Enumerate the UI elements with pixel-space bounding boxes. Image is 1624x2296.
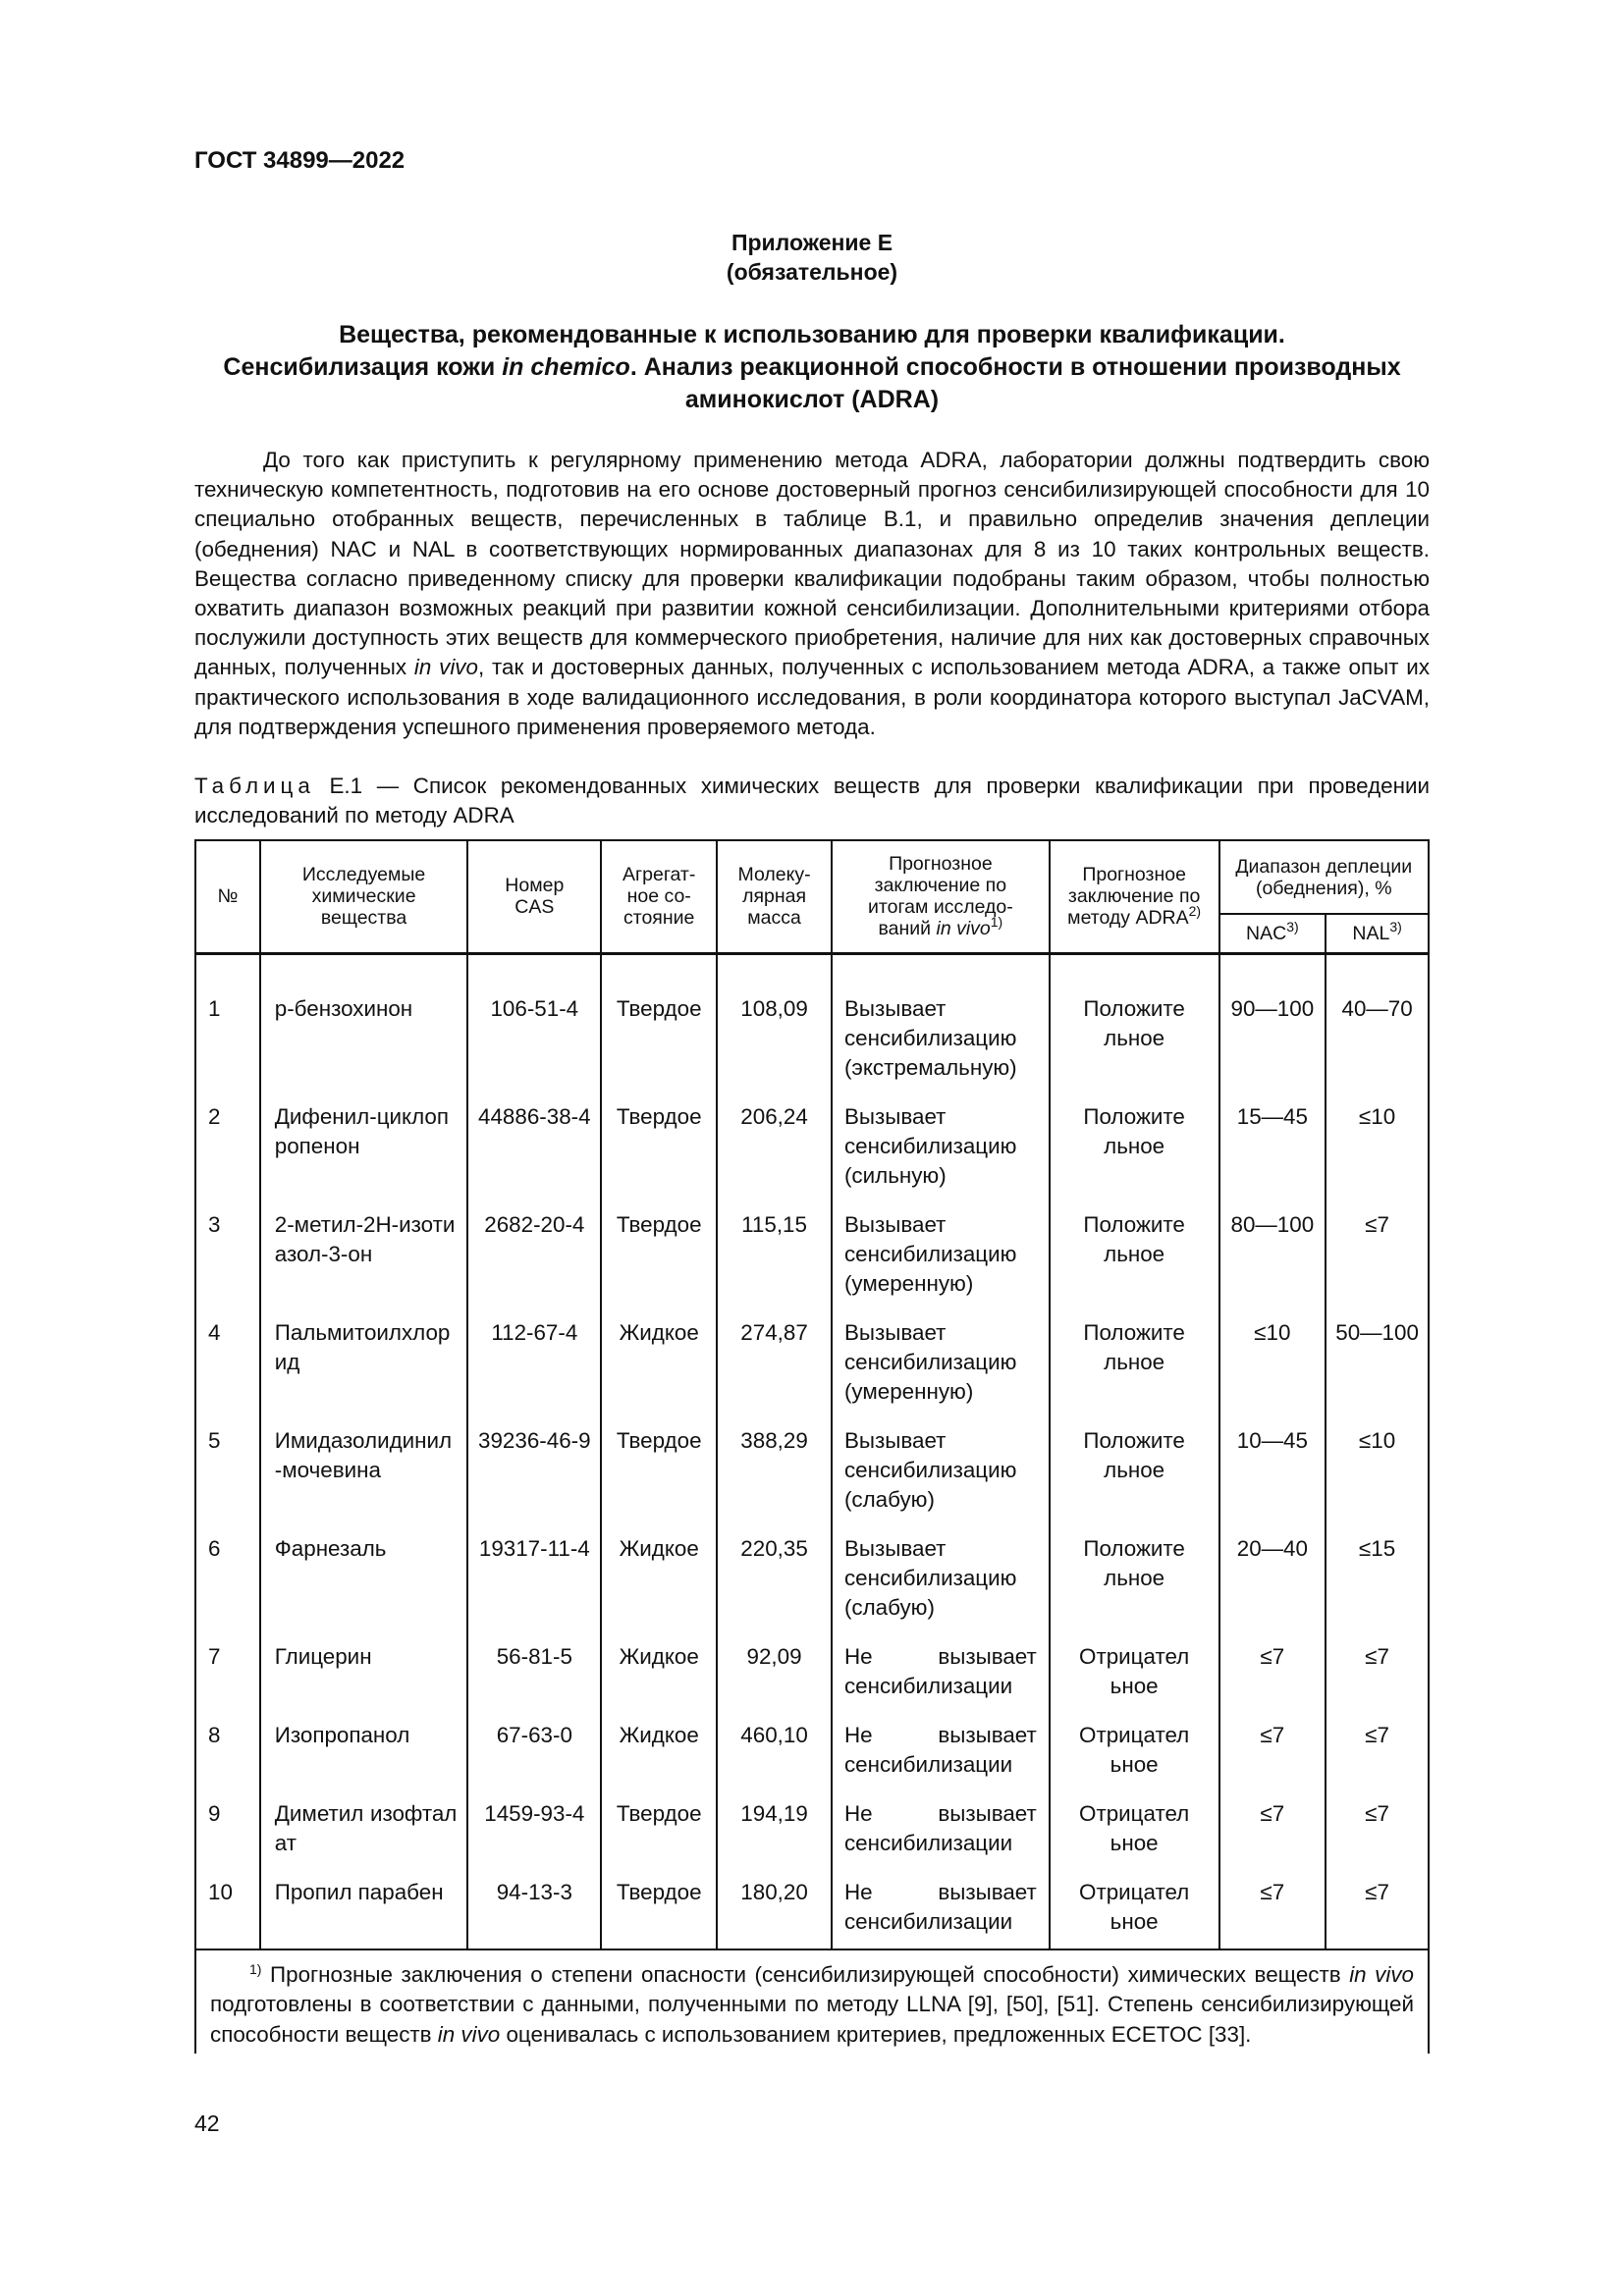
caption-text: Е.1 — Список рекомендованных химических веществ для проверки квалификации при проведении исследований по методу ADRA: [194, 774, 1430, 828]
cell-num: 7: [195, 1634, 260, 1713]
header-depletion: Диапазон деплеции (обеднения), %: [1219, 840, 1430, 914]
cell-nac: 80—100: [1219, 1202, 1326, 1310]
page-number: 42: [194, 2110, 220, 2136]
intro-paragraph: [194, 446, 1430, 742]
footnote-text: оценивалась с использованием критериев, предложенных ECETOC [33].: [500, 2021, 1252, 2047]
cell-cas: 56-81-5: [467, 1634, 601, 1713]
header-adra: [1050, 840, 1219, 953]
cell-nal: ≤10: [1326, 1418, 1429, 1526]
cell-cas: 19317-11-4: [467, 1526, 601, 1634]
document-header: ГОСТ 34899—2022: [194, 147, 406, 174]
table-row: [195, 1870, 1429, 1949]
table-row: [195, 1095, 1429, 1202]
cell-num: 4: [195, 1310, 260, 1418]
cell-adra: Отрицательное: [1050, 1870, 1219, 1949]
cell-cas: 1459-93-4: [467, 1791, 601, 1870]
intro-text: До того как приступить к регулярному применению метода ADRA, лаборатории должны подтвердить свою техническую компетентность, подготовив на его основе достоверный прогноз сенсибилизирующей способности для 10 специально отобранных веществ, перечисленных в таблице В.1, и правильно определив значения деплеции (обеднения) NAC и NAL в соответствующих нормированных диапазонах для 8 из 10 таких контрольных веществ. Вещества согласно приведенному списку для проверки квалификации подобраны таким образом, чтобы полностью охватить диапазон возможных реакций при развитии кожной сенсибилизации. Дополнительными критериями отбора послужили доступность этих веществ для коммерческого приобретения, наличие для них как достоверных справочных данных, полученных: [194, 448, 1430, 680]
cell-nac: ≤7: [1219, 1634, 1326, 1713]
cell-num: 2: [195, 1095, 260, 1202]
cell-cas: 112-67-4: [467, 1310, 601, 1418]
table-row: [195, 1310, 1429, 1418]
footnote-ref: 1): [990, 914, 1003, 931]
cell-adra: Положительное: [1050, 1310, 1219, 1418]
header-nal: [1326, 914, 1429, 953]
cell-state: Твердое: [601, 987, 717, 1095]
cell-mass: 388,29: [717, 1418, 832, 1526]
annex-title-line3: аминокислот (ADRA): [684, 386, 940, 413]
cell-mass: 460,10: [717, 1713, 832, 1791]
cell-adra: Положительное: [1050, 1418, 1219, 1526]
cell-cas: 2682-20-4: [467, 1202, 601, 1310]
cell-nac: 20—40: [1219, 1526, 1326, 1634]
cell-nac: ≤10: [1219, 1310, 1326, 1418]
cell-mass: 115,15: [717, 1202, 832, 1310]
cell-state: Жидкое: [601, 1713, 717, 1791]
cell-invivo: Вызывает сенсибилизацию (слабую): [832, 1526, 1050, 1634]
cell-name: Имидазолидинил-мочевина: [260, 1418, 468, 1526]
cell-num: 5: [195, 1418, 260, 1526]
annex-status: (обязательное): [726, 259, 898, 285]
table-row: [195, 1791, 1429, 1870]
cell-name: Фарнезаль: [260, 1526, 468, 1634]
cell-name: Диметил изофталат: [260, 1791, 468, 1870]
annex-title: [194, 319, 1430, 416]
cell-nac: ≤7: [1219, 1870, 1326, 1949]
header-adra-text: Прогнозное заключение по методу ADRA: [1067, 864, 1201, 930]
cell-invivo: Не вызывает сенсибилизации: [832, 1713, 1050, 1791]
cell-nal: ≤7: [1326, 1713, 1429, 1791]
intro-italic: in vivo: [413, 655, 478, 680]
annex-title-line1: Вещества, рекомендованные к использованию для проверки квалификации.: [339, 321, 1285, 348]
footnote-text: Прогнозные заключения о степени опасности (сенсибилизирующей способности) химических веществ: [261, 1961, 1350, 1987]
cell-invivo: Не вызывает сенсибилизации: [832, 1791, 1050, 1870]
cell-nal: ≤10: [1326, 1095, 1429, 1202]
header-mass: Молеку- лярная масса: [717, 840, 832, 953]
cell-nac: 10—45: [1219, 1418, 1326, 1526]
cell-num: 9: [195, 1791, 260, 1870]
header-invivo-italic: in vivo: [936, 918, 991, 940]
header-invivo-text: Прогнозное заключение по итогам исследо- ваний: [868, 853, 1013, 940]
table-row: [195, 1634, 1429, 1713]
footnote-ref: 3): [1389, 918, 1402, 934]
header-nac-text: NAC: [1246, 922, 1287, 944]
table-row: [195, 1418, 1429, 1526]
annex-title-line2: [194, 351, 1430, 384]
cell-mass: 274,87: [717, 1310, 832, 1418]
footnote-mark: 1): [249, 1960, 262, 1977]
table-footnote: [195, 1949, 1429, 2055]
caption-label: Таблица: [194, 774, 315, 798]
cell-invivo: Вызывает сенсибилизацию (экстремальную): [832, 987, 1050, 1095]
cell-name-text: р-бензохинон: [274, 995, 413, 1021]
cell-name: Дифенил-циклопропенон: [260, 1095, 468, 1202]
footnote-ref: 3): [1286, 918, 1299, 934]
cell-name: Пропил парабен: [260, 1870, 468, 1949]
cell-nal: ≤7: [1326, 1634, 1429, 1713]
cell-cas: 106-51-4: [467, 987, 601, 1095]
cell-cas: 67-63-0: [467, 1713, 601, 1791]
cell-name: 2-метил-2Н-изотиазол-3-он: [260, 1202, 468, 1310]
cell-nal: ≤15: [1326, 1526, 1429, 1634]
header-num: №: [195, 840, 260, 953]
header-invivo: [832, 840, 1050, 953]
cell-cas: 39236-46-9: [467, 1418, 601, 1526]
table-caption: [194, 772, 1430, 830]
cell-invivo: Вызывает сенсибилизацию (умеренную): [832, 1202, 1050, 1310]
cell-state: Твердое: [601, 1095, 717, 1202]
cell-adra: Положительное: [1050, 987, 1219, 1095]
cell-state: Жидкое: [601, 1634, 717, 1713]
cell-state: Жидкое: [601, 1526, 717, 1634]
footnote-ref: 2): [1188, 903, 1202, 920]
header-nal-text: NAL: [1352, 922, 1390, 944]
header-state: Агрегат- ное со- стояние: [601, 840, 717, 953]
cell-nac: ≤7: [1219, 1713, 1326, 1791]
cell-num: 3: [195, 1202, 260, 1310]
header-nac: [1219, 914, 1326, 953]
cell-name: Глицерин: [260, 1634, 468, 1713]
qualification-table: [194, 839, 1430, 2054]
cell-name: Изопропанол: [260, 1713, 468, 1791]
cell-name: [260, 987, 468, 1095]
cell-num: 8: [195, 1713, 260, 1791]
cell-invivo: Вызывает сенсибилизацию (слабую): [832, 1418, 1050, 1526]
cell-adra: Отрицательное: [1050, 1713, 1219, 1791]
header-name: Исследуемые химические вещества: [260, 840, 468, 953]
cell-nal: 40—70: [1326, 987, 1429, 1095]
cell-nac: 15—45: [1219, 1095, 1326, 1202]
table-row: [195, 1713, 1429, 1791]
cell-mass: 92,09: [717, 1634, 832, 1713]
annex-label: Приложение Е: [731, 230, 893, 255]
cell-adra: Положительное: [1050, 1202, 1219, 1310]
footnote-italic: in vivo: [1349, 1961, 1414, 1987]
cell-invivo: Вызывает сенсибилизацию (сильную): [832, 1095, 1050, 1202]
title-text: Сенсибилизация кожи: [223, 353, 503, 381]
cell-name: Пальмитоилхлорид: [260, 1310, 468, 1418]
cell-state: Жидкое: [601, 1310, 717, 1418]
cell-nal: ≤7: [1326, 1870, 1429, 1949]
cell-cas: 44886-38-4: [467, 1095, 601, 1202]
cell-mass: 194,19: [717, 1791, 832, 1870]
header-cas: Номер CAS: [467, 840, 601, 953]
table-row: [195, 1202, 1429, 1310]
cell-adra: Положительное: [1050, 1526, 1219, 1634]
cell-nal: ≤7: [1326, 1791, 1429, 1870]
cell-cas: 94-13-3: [467, 1870, 601, 1949]
footnote-text: подготовлены в соответствии с данными, полученными по методу LLNA [9], [50], [51]. Степень сенсибилизирующей способности веществ: [210, 1992, 1414, 2047]
cell-state: Твердое: [601, 1791, 717, 1870]
table-row: [195, 987, 1429, 1095]
cell-mass: 180,20: [717, 1870, 832, 1949]
intro-text: , так и достоверных данных, полученных с использованием метода ADRA, а также опыт их практического использования в ходе валидационного исследования, в роли координатора которого выступал JaCVAM, для подтверждения успешного применения проверяемого метода.: [194, 655, 1431, 739]
annex-heading: [0, 228, 1624, 287]
footnote-italic: in vivo: [437, 2021, 501, 2047]
title-italic: in chemico: [502, 353, 630, 381]
cell-num: 6: [195, 1526, 260, 1634]
cell-nal: 50—100: [1326, 1310, 1429, 1418]
cell-adra: Отрицательное: [1050, 1634, 1219, 1713]
table-row: [195, 1526, 1429, 1634]
cell-mass: 206,24: [717, 1095, 832, 1202]
cell-num: 10: [195, 1870, 260, 1949]
cell-nac: ≤7: [1219, 1791, 1326, 1870]
cell-invivo: Не вызывает сенсибилизации: [832, 1634, 1050, 1713]
cell-invivo: Вызывает сенсибилизацию (умеренную): [832, 1310, 1050, 1418]
cell-invivo: Не вызывает сенсибилизации: [832, 1870, 1050, 1949]
cell-num: 1: [195, 987, 260, 1095]
title-text: . Анализ реакционной способности в отношении производных: [629, 353, 1401, 381]
cell-mass: 108,09: [717, 987, 832, 1095]
cell-adra: Отрицательное: [1050, 1791, 1219, 1870]
cell-mass: 220,35: [717, 1526, 832, 1634]
cell-state: Твердое: [601, 1418, 717, 1526]
cell-state: Твердое: [601, 1870, 717, 1949]
cell-nal: ≤7: [1326, 1202, 1429, 1310]
cell-nac: 90—100: [1219, 987, 1326, 1095]
cell-state: Твердое: [601, 1202, 717, 1310]
cell-adra: Положительное: [1050, 1095, 1219, 1202]
